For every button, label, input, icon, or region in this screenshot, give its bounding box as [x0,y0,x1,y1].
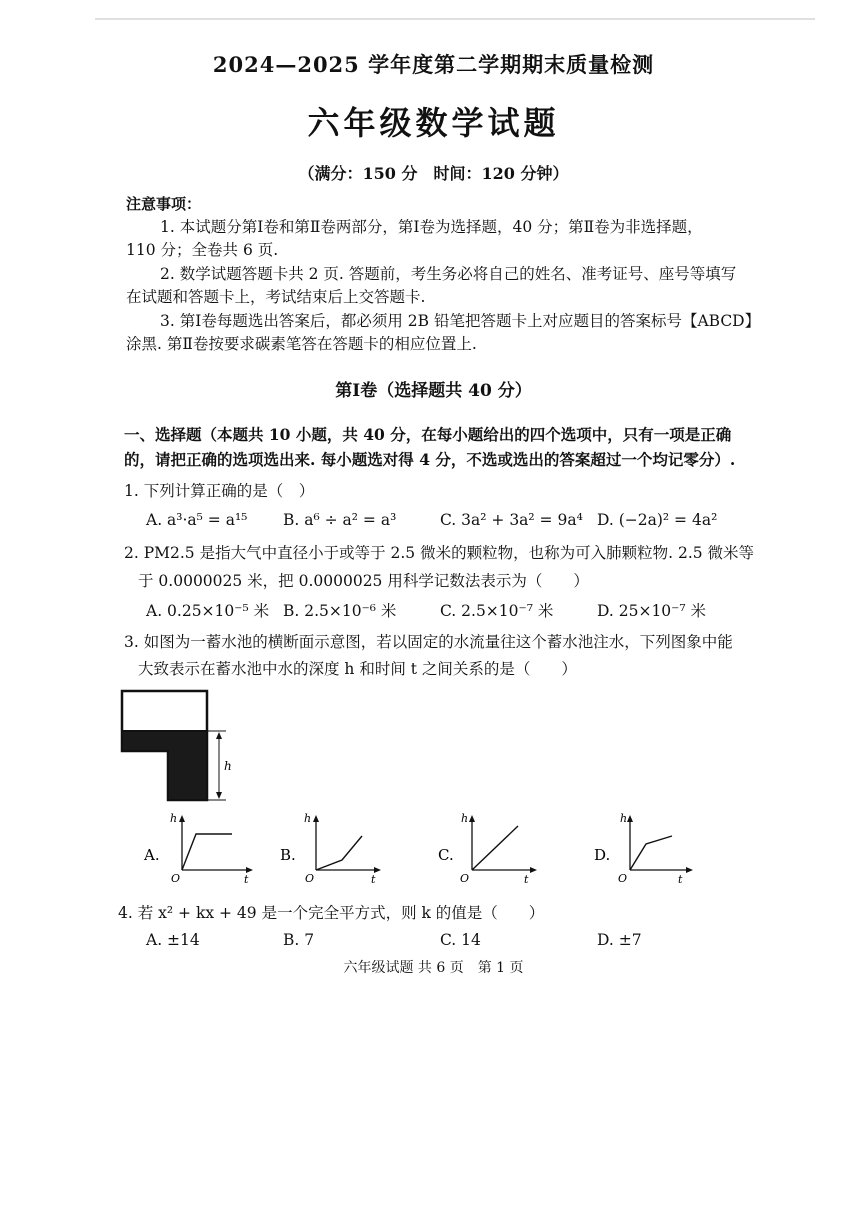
graph-d-t-label: t [678,873,683,886]
q4-option-d: D. ±7 [597,931,642,949]
q4-option-a: A. ±14 [146,931,200,949]
graph-d-label: D. [594,846,611,864]
graph-a-h-label: h [170,812,178,825]
q4-option-c: C. 14 [440,931,481,949]
notes-heading: 注意事项： [126,195,202,213]
page-footer: 六年级试题 共 6 页 第 1 页 [343,960,524,976]
q4-option-b: B. 7 [283,931,315,949]
section-instructions: 一、选择题（本题共 10 小题，共 40 分，在每小题给出的四个选项中，只有一项是正确 [124,425,732,444]
score-time: （满分：150 分 时间：120 分钟） [298,164,569,183]
graph-a-label: A. [144,846,160,864]
depth-label: h [224,759,232,773]
section-title: 第Ⅰ卷（选择题共 40 分） [335,381,532,401]
exam-title: 2024—2025 学年度第二学期期末质量检测 [212,52,655,77]
q1-option-c: C. 3a² + 3a² = 9a⁴ [440,511,583,529]
graph-c-h-label: h [461,812,469,825]
water-fill [123,731,206,799]
q3-graph-c [436,808,556,886]
q3-graph-b [278,808,398,886]
graph-b-curve [316,836,362,870]
note-item-1: 1. 本试题分第Ⅰ卷和第Ⅱ卷两部分，第Ⅰ卷为选择题，40 分；第Ⅱ卷为非选择题， [160,218,703,236]
q2-option-a: A. 0.25×10⁻⁵ 米 [146,602,270,620]
note-item-2-cont: 在试题和答题卡上，考试结束后上交答题卡. [126,288,426,306]
section-instructions-cont: 的，请把正确的选项选出来. 每小题选对得 4 分，不选或选出的答案超过一个均记零分）. [124,450,736,469]
q4-stem: 4. 若 x² + kx + 49 是一个完全平方式，则 k 的值是（ ） [118,904,545,922]
graph-d-x-arrow [686,867,693,873]
graph-b-origin: O [305,872,315,885]
q1-option-b: B. a⁶ ÷ a² = a³ [283,511,397,529]
graph-c-y-arrow [469,815,475,822]
graph-b-t-label: t [371,873,376,886]
reservoir-figure [118,688,248,806]
graph-d-y-arrow [627,815,633,822]
graph-c-x-arrow [530,867,537,873]
q2-option-d: D. 25×10⁻⁷ 米 [597,602,706,620]
depth-arrow-down-head [216,792,222,799]
q3-stem: 3. 如图为一蓄水池的横断面示意图，若以固定的水流量往这个蓄水池注水，下列图象中能 [124,633,733,651]
graph-a-t-label: t [244,873,249,886]
note-item-2: 2. 数学试题答题卡共 2 页. 答题前，考生务必将自己的姓名、准考证号、座号等填写 [160,265,737,283]
graph-b-y-arrow [313,815,319,822]
graph-a-y-arrow [179,815,185,822]
graph-b-label: B. [280,846,296,864]
q1-option-d: D. (−2a)² = 4a² [597,511,718,529]
q1-option-a: A. a³·a⁵ = a¹⁵ [146,511,248,529]
q3-graph-a [140,808,260,886]
q3-graph-d [594,808,714,886]
graph-c-origin: O [460,872,470,885]
q2-stem: 2. PM2.5 是指大气中直径小于或等于 2.5 微米的颗粒物，也称为可入肺颗粒物. 2.5 微米等 [124,544,755,562]
paper-title: 六年级数学试题 [307,104,560,142]
graph-a-origin: O [171,872,181,885]
graph-d-h-label: h [620,812,628,825]
q1-stem: 1. 下列计算正确的是（ ） [124,482,315,500]
note-item-3-cont: 涂黑. 第Ⅱ卷按要求碳素笔答在答题卡的相应位置上. [126,335,477,353]
q2-option-c: C. 2.5×10⁻⁷ 米 [440,602,554,620]
graph-c-curve [472,826,518,870]
q3-stem-cont: 大致表示在蓄水池中水的深度 h 和时间 t 之间关系的是（ ） [138,660,577,678]
q2-stem-cont: 于 0.0000025 米，把 0.0000025 用科学记数法表示为（ ） [138,572,589,590]
graph-a-curve [182,834,232,870]
depth-arrow-up-head [216,732,222,739]
graph-d-origin: O [618,872,628,885]
scan-edge-line [95,18,815,20]
note-item-3: 3. 第Ⅰ卷每题选出答案后，都必须用 2B 铅笔把答题卡上对应题目的答案标号【ABCD】 [160,312,761,330]
graph-b-h-label: h [304,812,312,825]
note-item-1-cont: 110 分；全卷共 6 页. [126,241,279,259]
q2-option-b: B. 2.5×10⁻⁶ 米 [283,602,397,620]
graph-c-t-label: t [524,873,529,886]
graph-d-curve [630,836,672,870]
graph-c-label: C. [438,846,454,864]
